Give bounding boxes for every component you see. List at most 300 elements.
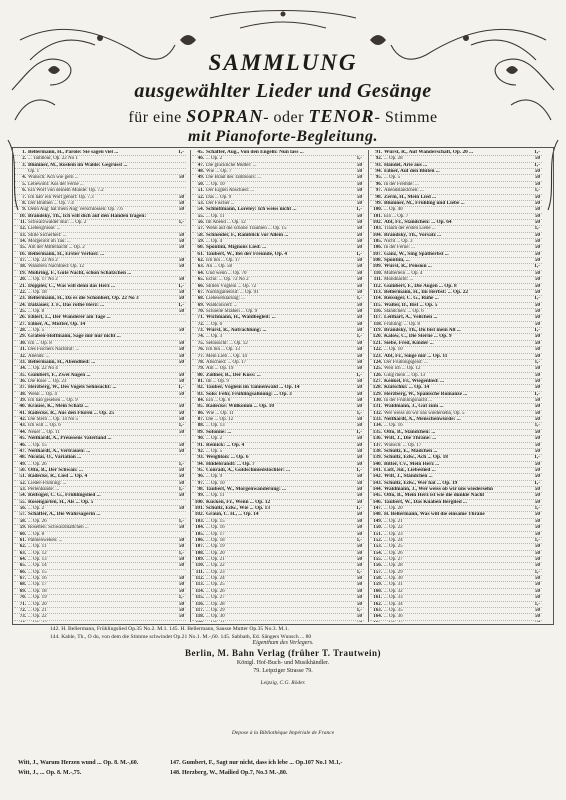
title-voice-pre: für eine [128,109,182,126]
entry-title: Nicolai, O., Variation ... [28,455,82,461]
entry-title: ... Op. 10 [206,480,225,486]
entry-title: Graben-Hoffmann, Sage mir nur nicht ... [28,334,121,340]
entry-price: 50 [179,207,184,213]
entry-title: ... Tambour, Op. 22 No 1 [28,156,78,162]
entry-title: Krause, K., Mein Schatz ... [28,404,89,410]
entry-title: Wenn ... Op. 4 [28,391,57,397]
entry-price: 50 [535,525,540,531]
entry-number: 120. [372,334,382,340]
entry-price: 50 [357,595,362,601]
entry-price: 50 [535,347,540,353]
entry-title: Schultz, Edw., Ach ... Op. 18 [384,455,448,461]
entry-title: Radecke, R., Aus den Fluren ... Op. 25 [28,410,115,416]
entry-price: 1,- [356,607,362,613]
entry-price: 50 [534,487,540,493]
entry-number: 42. [19,417,26,423]
entry-price: 50 [357,436,362,442]
entry-title: Sofonne: ... [206,429,232,435]
entry-number: 78. [197,359,204,365]
entry-number: 57. [19,512,26,518]
entry-title: ... Op. 24 [384,537,403,543]
entry-number: 55. [197,213,204,219]
entry-number: 116. [373,308,382,314]
entry-number: 33. [19,359,26,365]
entry-number: 67. [197,289,204,295]
entry-number: 77. [197,353,204,359]
entry-title: Im ... Op. 9 [206,378,229,384]
entry-number: 59. [197,239,204,245]
entry-number: 89. [197,429,204,435]
entry-number: 104. [195,525,204,531]
entry-title: Ehlert, L., Der Wanderer am Tage ... [28,315,111,321]
entry-title: Klatschki: ... Op. 14 [384,385,430,391]
entry-number: 1. [22,150,26,155]
entry-price: 50 [534,429,540,435]
entry-title: Spontini, Mignons Lied: ... [206,245,267,251]
entry-title: Radecke: Willkomm ... Op. 10 [206,404,275,410]
entry-title: Des Fischers Nachtruf: ... [28,347,80,353]
entry-price: 1,- [356,334,362,340]
entry-number: 138. [372,448,382,454]
entry-title: Wer weiss ob wir uns wiedersehn, Op. 5 [384,410,465,416]
entry-price: 50 [534,251,540,257]
entry-price: 50 [179,289,184,295]
entry-price: 50 [534,404,540,410]
entry-price: 1,- [534,328,540,334]
entry-number: 71. [197,315,204,321]
entry-title: ... Op. 17 [28,582,47,588]
entry-number: 49. [19,461,26,467]
entry-number: 56. [197,219,204,225]
entry-price: 50 [534,334,540,340]
entry-number: 115. [195,595,204,601]
entry-number: 93. [375,162,382,168]
entry-number: 56. [19,506,26,512]
entry-price: 1,- [178,302,184,308]
entry-title: ... Op. 22 No 4 [28,366,58,372]
entry-title: In der Fremde: ... [384,181,419,187]
entry-title: Lieder-Frühling: ... [28,480,67,486]
entry-price: 50 [534,499,540,505]
entry-title: ... Op. 21 [384,518,403,524]
entry-price: 50 [357,219,362,225]
entry-price: 1,- [534,423,540,429]
entry-title: Neuer ... Op. 11 [28,429,60,435]
entry-number: 10. [19,213,26,219]
entry-price: 1,- [178,219,184,225]
entry-title: Abschied: ... Op. 17 [206,359,247,365]
entry-title: ... Op. 23 [384,531,403,537]
entry-price: 50 [534,353,540,359]
advert-line: Witt, J., ... Op. 8. M.-,75. [18,770,82,776]
entry-title: ... Op. 16 [28,576,47,582]
entry-title: Ging mein ... Op. 13 [384,372,426,378]
entry-title: ... Op. 26 [384,550,403,556]
entry-number: 60. [197,245,204,251]
entry-number: 66. [197,283,204,289]
entry-number: 83. [197,391,204,397]
catalog-column-1 [14,150,186,622]
entry-price: 1,- [356,372,362,378]
advert-line: 147. Gumbert, F., Sagt nur nicht, dass ich lebe ... Op.107 No.1 M.1,- [170,760,343,766]
entry-number: 114. [373,296,382,302]
entry-title: ... Op. 20 [28,601,47,607]
entry-number: 146. [372,499,382,505]
entry-title: ... Op. 27 [206,595,225,601]
entry-number: 107. [372,251,382,257]
entry-price: 50 [357,563,362,569]
entry-title: ... Op. 15 [28,442,47,448]
entry-number: 151. [373,531,382,537]
entry-title: Kucken, Fr., Wenn ... Op. 12 [206,499,271,505]
entry-price: 50 [179,328,184,334]
entry-title: Otto, B., Der Schwan: ... [28,467,83,473]
entry-price: 50 [357,213,362,219]
title-voice-mid: - oder [263,109,304,126]
entry-title: Nicht ... Op. 3 [384,239,413,245]
entry-title: ... Op. 15 [206,518,225,524]
entry-number: 111. [373,277,382,283]
entry-title: ... Op. 22 [28,614,47,620]
entry-price: 50 [534,474,540,480]
entry-number: 5. [22,181,26,187]
entry-title: Wie ... Op. 11 [206,410,234,416]
entry-title: ... Op. 30 [206,614,225,620]
entry-number: 84. [197,398,204,404]
entry-number: 150. [373,525,382,531]
entry-price: 50 [179,200,184,206]
entry-title: ... Op. 35 [384,607,403,613]
entry-number: 40. [19,404,26,410]
entry-price: 50 [357,614,362,620]
entry-title: Graun, C. H., ... Op. 14 [206,512,259,518]
entry-number: 152. [373,537,382,543]
entry-number: 80. [197,372,204,378]
entry-number: 98. [197,487,204,493]
entry-title: Reinick: ... Op. 4 [206,442,245,448]
entry-price: 50 [534,340,540,346]
entry-title: ... Op. 18 [206,537,225,543]
entry-number: 86. [197,410,204,416]
entry-price: 50 [357,181,362,187]
entry-price: 50 [179,537,184,543]
entry-number: 123. [372,353,382,359]
entry-number: 28. [19,328,26,334]
entry-title: Weil ich ... Op. 12 [384,366,421,372]
entry-title: ... Op. 31 [384,582,403,588]
catalog-column-2 [192,150,364,622]
entry-price: 50 [356,512,362,518]
entry-title: ... Op. 22 [384,525,403,531]
entry-number: 117. [195,607,204,613]
entry-title: Traum der ersten Liebe ... [384,226,436,232]
entry-title: Eilner, A., Mutter, Op. 14 [28,321,86,327]
entry-title: Schultz, Edw., Wie ... Op. 13 [206,506,270,512]
entry-price: 50 [178,474,184,480]
entry-price: 1,- [356,207,362,213]
entry-price: 1,- [534,537,540,543]
entry-price [357,621,362,622]
entry-number: 96. [197,474,204,480]
entry-price: 50 [356,487,362,493]
entry-price: 50 [535,181,540,187]
entry-number: 153. [373,544,382,550]
entry-price: 50 [535,557,540,562]
entry-price: 50 [534,448,540,454]
entry-price: 50 [179,429,184,435]
entry-number: 92. [375,156,382,162]
entry-price: 50 [357,283,362,289]
entry-title: ... Op. 11 [28,544,47,550]
entry-number: 161. [373,595,382,601]
entry-price: 50 [179,340,184,346]
entry-title: ... Op. 11 [206,493,225,499]
entry-title: Reifsiger, C. G., Frühlingslied ... [28,493,101,499]
entry-price: 50 [356,328,362,334]
entry-title: Würst, R., Pension ... [384,264,432,270]
entry-price: 50 [535,442,540,448]
entry-number: 128. [372,385,382,391]
entry-number: 94. [375,169,382,175]
entry-price: 50 [535,550,540,556]
entry-title: Am ... Op. 19 [206,366,234,372]
entry-title: Brandsky, Th., Vorsatz ... [384,232,442,238]
entry-title: ... Op. 14 [28,563,47,569]
entry-title: ... Op. 16 [384,423,403,429]
column-divider [368,150,369,622]
entry-number: 27. [19,321,26,327]
entry-number: 113. [373,289,382,295]
entry-price: 50 [357,308,362,314]
entry-price: 50 [179,277,184,283]
entry-title: Weighton: ... Op. 6 [206,455,249,461]
entry-title: Ein Wort von deinem Munde: Op. 7.2 [28,188,104,194]
entry-title: ... Op. 17 [206,531,225,537]
entry-number: 4. [22,175,26,181]
entry-price: 50 [357,264,362,270]
entry-price: 50 [356,455,362,461]
entry-title: Die ... Op. 12 [206,417,234,423]
entry-number: 52. [19,480,26,486]
entry-price: 1,- [534,569,540,575]
entry-price: 50 [178,372,184,378]
entry-price: 1,- [178,385,184,391]
entry-title: Zerm, H., Mein Lied ... [384,194,437,200]
entry-price: 1,- [356,506,362,512]
entry-title: Conradi, A., Goldschmiedstöchter: ... [206,467,291,473]
entry-price: 50 [357,378,362,384]
entry-number: 112. [195,576,204,582]
entry-price: 50 [534,219,540,225]
entry-price: 50 [357,277,362,283]
entry-price: 50 [535,372,540,378]
entry-number: 137. [373,442,382,448]
entry-title: ... Op. 15 [28,569,47,575]
entry-price: 50 [357,353,362,359]
entry-price: 50 [357,200,362,206]
entry-price: 50 [357,340,362,346]
entry-number: 51. [19,474,26,480]
entry-number: 43. [19,423,26,429]
entry-number: 51. [197,188,204,194]
entry-title: ... Op. 12 [28,550,47,556]
entry-price: 50 [534,461,540,467]
entry-price: 50 [179,378,184,384]
entry-title: Im Abend ... Op. 12 [206,219,246,225]
entry-title: ... Op. 11 [206,213,225,219]
entry-price: 50 [535,595,540,601]
entry-number: 72. [19,607,26,613]
entry-price: 50 [357,480,362,486]
entry-price: 1,- [534,359,540,365]
entry-title: Stille Sicherheit: ... [28,232,67,238]
entry-title: Bellermann, H., Parole: Sie sagen viel ... [28,150,119,155]
entry-number: 159. [373,582,382,588]
entry-title: H. Bellermann, Was will die einsame Thräne [384,512,485,518]
entry-number: 73. [197,328,204,334]
entry-price: 50 [179,563,184,569]
entry-number: 114. [195,588,204,594]
entry-title: Mondnacht: ... [384,277,414,283]
entry-number: 157. [373,569,382,575]
entry-number: 59. [19,525,26,531]
entry-price: 50 [357,321,362,327]
entry-number: 65. [197,277,204,283]
entry-number: 163. [373,607,382,613]
title-voice-post: - Stimme [374,109,438,126]
entry-price: 50 [357,169,362,175]
entry-title: Bellermann, H., Im Herbst: ... Op. 22 [384,289,469,295]
entry-price: 50 [535,582,540,588]
entry-price: 50 [179,175,184,181]
entry-number: 64. [197,270,204,276]
entry-number: 85. [197,404,204,410]
entry-title: ... Op. 9 [206,474,223,480]
entry-price: 50 [535,588,540,594]
entry-number: 46. [197,156,204,162]
advert-line: 148. Herzberg, W., Mailied Op.7, No.3 M.-,80. [170,770,288,776]
entry-price: 1,- [178,423,184,429]
entry-price: 50 [535,239,540,245]
entry-title: Reissiger, C. G., Ruhe ... [384,296,439,302]
entry-title: Wenn auf die schöne Traumen ... Op. 15 [206,226,287,232]
entry-number: 99. [197,493,204,499]
entry-number: 7. [22,194,26,200]
entry-price: 50 [534,302,540,308]
entry-title: Nachtigallenruf: ... Op. 91 [206,289,259,295]
entry-title: ... Op. 16 [206,525,225,531]
entry-title: Taubert, W., Morgenwanderung: ... [206,487,287,493]
printer-line: Leipzig, C.G. Röder. [260,680,306,686]
entry-number: 125. [373,366,382,372]
entry-title: Herzberg, W., Des Vogels Sehnsucht: ... [28,385,117,391]
entry-number: 75. [197,340,204,346]
entry-price: 50 [179,557,184,562]
entry-title: Wunsch: Ach wie gern ... [28,175,79,181]
entry-title: Mein Lieb ... Op. 14 [206,353,247,359]
entry-title: Echo: ... Op. 72 No 2 [206,277,249,283]
entry-price: 50 [357,525,362,531]
entry-number: 124. [373,359,382,365]
entry-number: 94. [197,461,204,467]
title-voice-soprano: SOPRAN [186,106,264,126]
entry-title: Taubert, W., Das Knaben Berglied ... [384,499,467,505]
entry-price: 50 [178,493,184,499]
entry-number: 37. [19,385,26,391]
entry-title: In der Ferne: ... [384,245,415,251]
entry-number: 71. [19,601,26,607]
entry-number: 31. [19,347,26,353]
entry-title: ... Op. 5 [28,328,45,334]
entry-number: 55. [19,499,26,505]
entry-number: 62. [197,258,204,264]
entry-price: 50 [179,239,184,245]
entry-price: 50 [535,245,540,251]
entry-title: Schultz, E., Mädchen ... [384,448,438,454]
entry-price: 50 [535,544,540,550]
title-voice-line [0,106,566,127]
entry-number: 149. [373,518,382,524]
entry-price: 1,- [534,162,540,168]
entry-title: Liebeserklärung: ... [206,296,245,302]
advert-line: Witt, J., Warum Herzen wund ... Op. 8. M.-,60. [18,760,139,766]
entry-number: 69. [197,302,204,308]
entry-number: 158. [373,576,382,582]
entry-title: Perlenbande: ... [28,487,60,493]
entry-title: Denn Aug' hat mein Aug' verschlossen: Op. 7.6 [28,207,123,213]
entry-title: Ein ... Op. 6 [206,398,231,404]
entry-number: 49. [197,175,204,181]
entry-price: 50 [534,385,540,391]
entry-number: 69. [19,588,26,594]
entry-title: ... Op. 8 [28,308,45,314]
entry-price: 50 [357,531,362,537]
entry-number: 35. [19,372,26,378]
entry-number: 119. [373,328,382,334]
entry-title: In der Frühlingsnacht ... [384,398,433,404]
entry-number: 32. [19,353,26,359]
entry-title: Palmenwehen: ... [28,537,63,543]
entry-number: 112. [373,283,382,289]
entry-title: Blumner, M., Frühling und Liebe ... [384,200,465,206]
entry-title: Witt, J., Ständchen ... [384,474,433,480]
entry-number: 104. [372,232,382,238]
entry-number: 143. [372,480,382,486]
entry-price: 50 [535,518,540,524]
entry-price: 50 [179,258,184,264]
entry-number: 57. [197,226,204,232]
entry-number: 126. [373,372,382,378]
entry-title: ... Op. 25 [384,544,403,550]
entry-number: 76. [197,347,204,353]
entry-price: 50 [357,270,362,276]
entry-number: 34. [19,366,26,372]
entry-price: 50 [178,467,184,473]
entry-title: ... Op. 6 [206,321,223,327]
entry-title: Wie ... Op. 7 [206,169,232,175]
entry-price: 50 [179,588,184,594]
entry-number: 97. [375,188,382,194]
entry-price: 50 [534,258,540,264]
entry-number: 48. [197,169,204,175]
entry-title: ... Op. 13 [28,557,47,562]
entry-number: 13. [19,232,26,238]
entry-title: Ganz, W., Sing Spätherbst ... [384,251,449,257]
entry-price [535,621,540,622]
entry-title: Dalzauer, J. F., Das rothe Herz: ... [28,302,105,308]
entry-price: 50 [179,391,184,397]
entry-price: 1,- [356,296,362,302]
